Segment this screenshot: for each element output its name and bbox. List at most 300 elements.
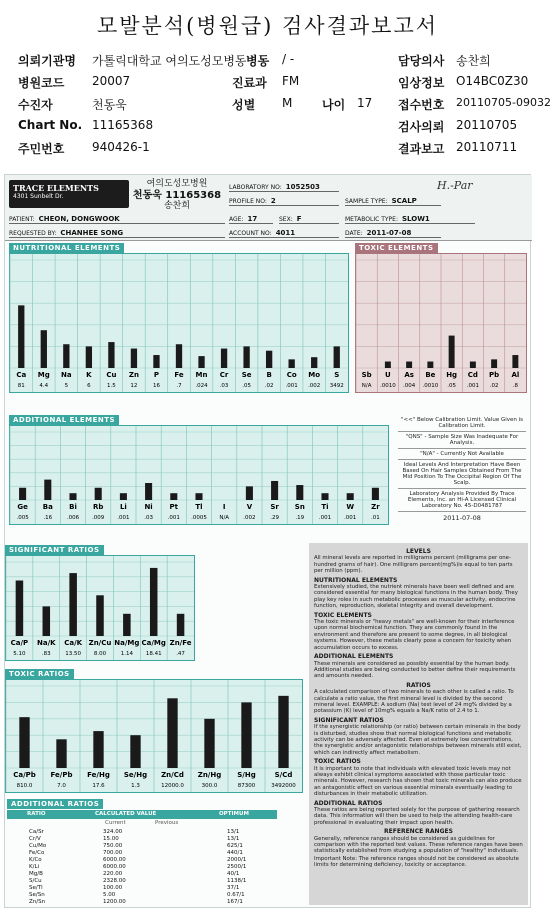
legend-date: 2011-07-08 — [443, 514, 481, 522]
category-label: Al — [511, 371, 520, 379]
ratio-current: 700.00 — [103, 850, 123, 856]
ward-value: / - — [282, 52, 295, 66]
value-label: 3492 — [329, 383, 344, 389]
bar-zn-cd — [167, 698, 177, 768]
report-age-value: 17 — [247, 215, 258, 223]
category-label: Pb — [489, 371, 500, 379]
notes-additional-ratios-title: ADDITIONAL RATIOS — [314, 799, 383, 807]
ratio-current: 1200.00 — [103, 899, 126, 905]
col-current: Current — [105, 820, 126, 826]
bar-zn — [131, 349, 137, 368]
bar-fe-hg — [93, 731, 103, 768]
value-label: .001 — [117, 515, 130, 521]
dept-value: FM — [282, 74, 300, 88]
account-field — [229, 229, 339, 238]
bar-ba — [44, 480, 51, 500]
ratio-name: Ca/Sr — [29, 829, 44, 835]
value-label: .009 — [92, 515, 105, 521]
bar-se-hg — [130, 735, 140, 768]
ratio-name: Cr/V — [29, 836, 41, 842]
category-label: Zn/Cd — [161, 771, 184, 779]
chart-value: 11165368 — [92, 118, 154, 132]
category-label: Mo — [308, 371, 321, 379]
notes-reference: Generally, reference ranges should be considered as guidelines for comparison with the reported test values. These reference ranges have been statistically established from studying a population of "healthy" individuals. — [314, 835, 523, 855]
value-label: .05 — [447, 383, 456, 389]
bar-u — [385, 362, 391, 368]
bar-se — [243, 346, 249, 368]
ratio-current: 5.00 — [103, 892, 116, 898]
bar-s — [334, 346, 340, 368]
notes-additional-title: ADDITIONAL ELEMENTS — [314, 653, 394, 661]
category-label: Fe/Hg — [87, 771, 110, 779]
bar-na-k — [43, 606, 51, 636]
bar-ge — [19, 488, 26, 500]
value-label: .01 — [371, 515, 380, 521]
account-label: ACCOUNT NO: — [229, 230, 272, 237]
value-label: .0005 — [191, 515, 207, 521]
bar-s-hg — [241, 702, 251, 768]
nutritional-heading: NUTRITIONAL ELEMENTS — [9, 243, 124, 253]
category-label: S/Cd — [274, 771, 293, 779]
dept-label: 진료과 — [232, 76, 267, 90]
value-label: 5 — [64, 383, 69, 389]
sample-label: SAMPLE TYPE: — [345, 198, 388, 205]
chart-svg — [6, 680, 302, 792]
report-patient-label: PATIENT: — [9, 216, 35, 223]
category-label: U — [385, 371, 391, 379]
bar-na — [63, 344, 69, 368]
date-value: 2011-07-08 — [366, 229, 412, 237]
report-header-card — [5, 175, 532, 241]
value-label: .024 — [195, 383, 208, 389]
bar-ca — [18, 305, 24, 368]
bar-b — [266, 351, 272, 368]
value-label: .002 — [308, 383, 321, 389]
lab-logo — [9, 180, 129, 208]
category-label: Zn/Hg — [197, 771, 222, 779]
value-label: .001 — [285, 383, 298, 389]
result-label: 결과보고 — [398, 142, 445, 156]
hospcode-label: 병원코드 — [18, 76, 65, 90]
value-label: .16 — [43, 515, 53, 521]
resident-label: 주민번호 — [18, 142, 65, 156]
lab-no-label: LABORATORY NO: — [229, 184, 282, 191]
ratio-optimum: 2000/1 — [227, 857, 247, 863]
sex-label: 성별 — [232, 98, 256, 112]
ratio-current: 100.00 — [103, 885, 123, 891]
metabolic-label: METABOLIC TYPE: — [345, 216, 398, 223]
value-label: 12 — [130, 383, 138, 389]
category-label: Mn — [195, 371, 208, 379]
value-label: .004 — [403, 383, 416, 389]
bar-fe-pb — [56, 739, 66, 768]
category-label: Sb — [361, 371, 372, 379]
category-label: Ca/P — [10, 639, 29, 647]
category-label: Li — [119, 503, 127, 511]
report-title: 모발분석(병원급) 검사결과보고서 — [96, 14, 439, 38]
report-sex-value: F — [296, 215, 302, 223]
category-label: Rb — [92, 503, 104, 511]
bar-k — [86, 346, 92, 368]
chart-label: Chart No. — [18, 118, 83, 132]
value-label: .29 — [270, 515, 279, 521]
clinical-label: 임상정보 — [398, 76, 445, 90]
category-label: S — [334, 371, 340, 379]
age-field — [229, 215, 273, 224]
bar-ca-k — [69, 573, 77, 636]
category-label: Ba — [42, 503, 53, 511]
institution-label: 의뢰기관명 — [18, 54, 76, 68]
bar-zn-fe — [177, 614, 185, 636]
chart-svg — [6, 556, 194, 660]
value-label: 1.3 — [131, 783, 140, 789]
scanned-report — [4, 174, 531, 908]
value-label: .03 — [144, 515, 153, 521]
category-label: Bi — [69, 503, 77, 511]
category-label: Ca — [16, 371, 27, 379]
bar-al — [512, 355, 518, 368]
ratio-name: Fe/Co — [29, 850, 45, 856]
date-field — [345, 229, 441, 238]
requested-value: CHANHEE SONG — [60, 229, 124, 237]
request-label: 검사의뢰 — [398, 120, 445, 134]
value-label: 18.41 — [145, 651, 162, 657]
value-label: 8.00 — [93, 651, 107, 657]
patient-field — [9, 215, 225, 224]
bar-ca-pb — [19, 717, 29, 768]
report-age-label: AGE: — [229, 216, 244, 223]
value-label: 81 — [17, 383, 25, 389]
doctor-value: 송찬희 — [456, 54, 491, 68]
category-label: K — [86, 371, 92, 379]
category-label: Fe/Pb — [50, 771, 73, 779]
hospital-stamp — [129, 179, 225, 213]
toxic-chart — [355, 253, 527, 393]
col-calculated: CALCULATED VALUE — [95, 811, 157, 817]
ratio-current: 2328.00 — [103, 878, 126, 884]
bar-bi — [69, 493, 76, 500]
category-label: Mg — [37, 371, 50, 379]
notes-additional-ratios: These ratios are being reported solely for the purpose of gathering research data. This information will then be used to help the attending health-care professional in evaluating their impact upon health. — [314, 807, 520, 826]
value-label: N/A — [361, 383, 372, 389]
ratio-name: Se/Tl — [29, 885, 43, 891]
bar-cr — [221, 349, 227, 368]
category-label: Hg — [446, 371, 458, 379]
value-label: 87300 — [237, 783, 256, 789]
bar-ca-p — [16, 581, 24, 637]
value-label: 300.0 — [201, 783, 218, 789]
ratio-name: Zn/Sn — [29, 899, 46, 905]
category-label: Na — [61, 371, 72, 379]
notes-levels-title: LEVELS — [406, 548, 431, 555]
ratio-optimum: 13/1 — [227, 836, 240, 842]
category-label: Tl — [195, 503, 203, 511]
profile-label: PROFILE NO: — [229, 198, 267, 205]
additional-ratios-heading: ADDITIONAL RATIOS — [7, 799, 103, 809]
bar-zn-cu — [96, 595, 104, 636]
bar-ni — [145, 483, 152, 500]
ratio-current: 15.00 — [103, 836, 119, 842]
bar-p — [153, 355, 159, 368]
toxic-ratios-heading: TOXIC RATIOS — [5, 669, 74, 679]
bar-cd — [470, 362, 476, 368]
age-label: 나이 — [322, 98, 346, 112]
legend-line-4: Ideal Levels And Interpretation Have Been Based On Hair Samples Obtained From The Mid Position To The Occipital Region Of The Scalp. — [398, 460, 526, 489]
value-label: .7 — [176, 383, 182, 389]
nutritional-chart — [9, 253, 349, 393]
value-label: .006 — [66, 515, 80, 521]
notes-nutritional-title: NUTRITIONAL ELEMENTS — [314, 576, 398, 584]
col-optimum: OPTIMUM — [219, 811, 249, 817]
category-label: W — [346, 503, 355, 511]
ratio-current: 220.00 — [103, 871, 123, 877]
bar-sn — [296, 485, 303, 500]
resident-value: 940426-1 — [92, 140, 150, 154]
bar-v — [246, 486, 253, 500]
bar-pt — [170, 493, 177, 500]
additional-heading: ADDITIONAL ELEMENTS — [9, 415, 119, 425]
bar-as — [406, 362, 412, 368]
chart-svg — [10, 426, 388, 524]
value-label: 1.5 — [107, 383, 116, 389]
patient-value: 천동욱 — [92, 98, 127, 112]
category-label: Sr — [270, 503, 279, 511]
bar-hg — [449, 336, 455, 368]
sample-value: SCALP — [391, 197, 417, 205]
value-label: .83 — [41, 651, 51, 657]
value-label: 1.14 — [120, 651, 133, 657]
value-label: 16 — [152, 383, 160, 389]
chart-svg — [10, 254, 348, 392]
category-label: Ca/K — [64, 639, 83, 647]
category-label: Ge — [17, 503, 28, 511]
notes-levels: All mineral levels are reported in milligrams percent (milligrams per one-hundred grams of hair). One milligram percent(mg%)is equal to ten parts per million (ppm). — [314, 555, 513, 575]
doctor-label: 담당의사 — [398, 54, 445, 68]
ratio-name: Mg/B — [29, 871, 43, 877]
report-patient-value: CHEON, DONGWOOK — [38, 215, 120, 223]
legend-line-2: "QNS" - Sample Size Was Inadequate For Analysis. — [398, 432, 526, 449]
additional-ratios-table — [7, 799, 277, 907]
bar-tl — [195, 493, 202, 500]
value-label: .03 — [219, 383, 229, 389]
category-label: Pt — [169, 503, 179, 511]
bar-ti — [321, 493, 328, 500]
legend-line-3: "N/A" - Currently Not Available — [398, 449, 526, 460]
ratio-current: 6000.00 — [103, 857, 126, 863]
col-ratio: RATIO — [27, 811, 46, 817]
stamp-hospital: 여의도성모병원 — [146, 179, 208, 189]
ratio-optimum: 2500/1 — [227, 864, 247, 870]
patient-label: 수진자 — [18, 98, 53, 112]
notes-reference-title: REFERENCE RANGES — [384, 828, 453, 836]
category-label: Cu — [106, 371, 117, 379]
bar-mg — [41, 330, 47, 368]
category-label: Ca/Pb — [13, 771, 36, 779]
value-label: .02 — [489, 383, 499, 389]
notes-toxic-ratios-title: TOXIC RATIOS — [314, 758, 361, 766]
category-label: Se/Hg — [123, 771, 148, 779]
category-label: Zn — [128, 371, 139, 379]
bar-s-cd — [278, 696, 288, 768]
ratio-optimum: 1138/1 — [227, 878, 247, 884]
additional-ratios-header-row — [7, 810, 277, 819]
value-label: 7.0 — [57, 783, 66, 789]
notes-toxic-title: TOXIC ELEMENTS — [314, 611, 372, 619]
bar-sr — [271, 481, 278, 500]
bar-rb — [95, 488, 102, 500]
significant-chart — [5, 555, 195, 661]
notes-panel — [309, 543, 528, 905]
value-label: .05 — [242, 383, 251, 389]
bar-pb — [491, 359, 497, 368]
value-label: .0010 — [422, 383, 439, 389]
notes-ratios: A calculated comparison of two minerals to each other is called a ratio. To calculate a ratio value, the first mineral level is divided by the second mineral level. EXAMPLE: A sodium (Na) test level of 24 mg% divided by a potassium (K) level of 10mg% equals a Na/K ratio of 2.4 to 1. — [314, 689, 514, 715]
ratio-optimum: 625/1 — [227, 843, 243, 849]
bar-co — [289, 359, 295, 368]
ratio-name: Cu/Mo — [29, 843, 47, 849]
bar-mo — [311, 357, 317, 368]
ratio-optimum: 37/1 — [227, 885, 240, 891]
ratio-optimum: 40/1 — [227, 871, 240, 877]
bar-li — [120, 493, 127, 500]
institution-value: 가톨릭대학교 여의도성모병동 — [92, 54, 247, 68]
notes-additional: These minerals are considered as possibly essential by the human body. Additional studies are being conducted to better define their requirements and amounts needed. — [314, 660, 516, 680]
value-label: 5.10 — [13, 651, 26, 657]
category-label: Na/Mg — [114, 639, 140, 647]
category-label: Sn — [294, 503, 305, 511]
value-label: .47 — [176, 651, 185, 657]
category-label: Na/K — [36, 639, 56, 647]
date-label: DATE: — [345, 230, 363, 237]
value-label: .001 — [167, 515, 180, 521]
bar-zr — [372, 488, 379, 500]
receipt-value: 20110705-09032 — [456, 96, 551, 109]
request-value: 20110705 — [456, 118, 518, 132]
bar-mn — [198, 356, 204, 368]
value-label: .001 — [344, 515, 357, 521]
category-label: S/Hg — [237, 771, 256, 779]
notes-toxic-ratios: It is important to note that individuals with elevated toxic levels may not always exhibit clinical symptoms associated with those particular toxic minerals. However, research has shown that toxic minerals can also produce an antagonistic effect on various essential minerals eventually leading to disturbances in their metabolic utilization. — [314, 765, 522, 798]
metabolic-value: SLOW1 — [401, 215, 430, 223]
value-label: 13.50 — [65, 651, 82, 657]
requested-field — [9, 229, 225, 238]
category-label: Se — [241, 371, 252, 379]
stamp-patient: 천동욱 11165368 — [132, 190, 222, 201]
category-label: Ni — [144, 503, 153, 511]
toxic-ratios-chart — [5, 679, 303, 793]
age-value: 17 — [357, 96, 373, 110]
receipt-label: 접수번호 — [398, 98, 445, 112]
account-value: 4011 — [275, 229, 296, 237]
value-label: 3492000 — [271, 783, 296, 789]
hospcode-value: 20007 — [92, 74, 131, 88]
ratio-optimum: 167/1 — [227, 899, 243, 905]
category-label: P — [153, 371, 160, 379]
ratio-current: 324.00 — [103, 829, 123, 835]
value-label: .02 — [264, 383, 274, 389]
value-label: N/A — [219, 515, 230, 521]
category-label: V — [246, 503, 253, 511]
ratio-current: 750.00 — [103, 843, 123, 849]
metabolic-field — [345, 215, 475, 224]
ratio-optimum: 13/1 — [227, 829, 240, 835]
logo-address: 4301 Sunbelt Dr. — [13, 193, 64, 200]
chart-svg — [356, 254, 526, 392]
bar-zn-hg — [204, 719, 214, 768]
bar-na-mg — [123, 614, 131, 636]
ratio-optimum: 0.67/1 — [227, 892, 245, 898]
sex-value: M — [282, 96, 293, 110]
signature: H.-Par — [437, 179, 473, 192]
notes-nutritional: Extensively studied, the nutrient minerals have been well defined and are considered essential for many biological functions in the human body. They play key roles in such metabolic processes as muscular activity, endocrine function, reproduction, skeletal integrity and overall development. — [314, 584, 518, 610]
notes-important: Important Note: The reference ranges should not be considered as absolute limits for determining deficiency, toxicity or acceptance. — [314, 855, 519, 869]
legend-box — [398, 415, 526, 527]
report-sex-label: SEX: — [279, 216, 293, 223]
category-label: Zn/Cu — [88, 639, 112, 647]
value-label: 12000.0 — [161, 783, 184, 789]
bar-cu — [108, 342, 114, 368]
value-label: 6 — [87, 383, 91, 389]
category-label: Fe — [174, 371, 184, 379]
ratio-name: K/Co — [29, 857, 42, 863]
value-label: .001 — [318, 515, 332, 521]
ratio-current: 6000.00 — [103, 864, 126, 870]
notes-ratios-title: RATIOS — [406, 681, 431, 689]
notes-toxic: The toxic minerals or "heavy metals" are well-known for their interference upon normal biochemical function. They are commonly found in the environment and therefore are present to some degree, in all biological systems. However, these metals clearly pose a concern for toxicity when accumulation occurs to excess. — [314, 619, 515, 651]
ratio-name: Se/Sn — [29, 892, 45, 898]
bar-fe — [176, 344, 182, 368]
category-label: Cr — [219, 371, 229, 379]
bar-be — [427, 362, 433, 368]
value-label: .001 — [466, 383, 479, 389]
ward-label: 병동 — [246, 54, 270, 68]
legend-line-5: Laboratory Analysis Provided By Trace Elements, Inc. an Hi-A Licensed Clinical Laboratory No. 45-D0481787 — [398, 489, 526, 512]
category-label: Zr — [371, 503, 380, 511]
bar-w — [347, 493, 354, 500]
category-label: Zn/Fe — [169, 639, 192, 647]
value-label: .005 — [16, 515, 29, 521]
category-label: Ca/Mg — [141, 639, 166, 647]
stamp-doctor: 송찬희 — [163, 201, 191, 211]
significant-heading: SIGNIFICANT RATIOS — [5, 545, 104, 555]
category-label: B — [266, 371, 272, 379]
additional-chart — [9, 425, 389, 525]
value-label: 4.4 — [39, 383, 49, 389]
legend-line-1: "<<" Below Calibration Limit. Value Given is Calibration Limit. — [398, 415, 526, 432]
ratio-row — [7, 899, 277, 907]
ratio-name: K/Li — [29, 864, 40, 870]
value-label: .8 — [512, 383, 518, 389]
notes-significant: If the synergistic relationship (or ratio) between certain minerals in the body is disturbed, studies show that normal biological functions and metabolic activity can be adversely affected. Even at extremely low concentrations, the synergistic and/or antagonistic relationships between minerals still exist, which can indirectly affect metabolism. — [314, 724, 522, 756]
notes-significant-title: SIGNIFICANT RATIOS — [314, 716, 384, 724]
sex-field — [279, 215, 339, 224]
category-label: Ti — [321, 503, 329, 511]
category-label: I — [222, 503, 226, 511]
category-label: Be — [425, 371, 436, 379]
lab-no-field — [229, 183, 339, 192]
sample-field — [345, 197, 441, 206]
value-label: 810.0 — [16, 783, 33, 789]
value-label: .0010 — [380, 383, 396, 389]
value-label: .19 — [295, 515, 305, 521]
value-label: 17.6 — [92, 783, 105, 789]
value-label: .002 — [243, 515, 256, 521]
category-label: Cd — [467, 371, 478, 379]
result-value: 20110711 — [456, 140, 518, 154]
category-label: As — [404, 371, 414, 379]
additional-ratios-subheader — [7, 820, 277, 828]
toxic-heading: TOXIC ELEMENTS — [355, 243, 438, 253]
